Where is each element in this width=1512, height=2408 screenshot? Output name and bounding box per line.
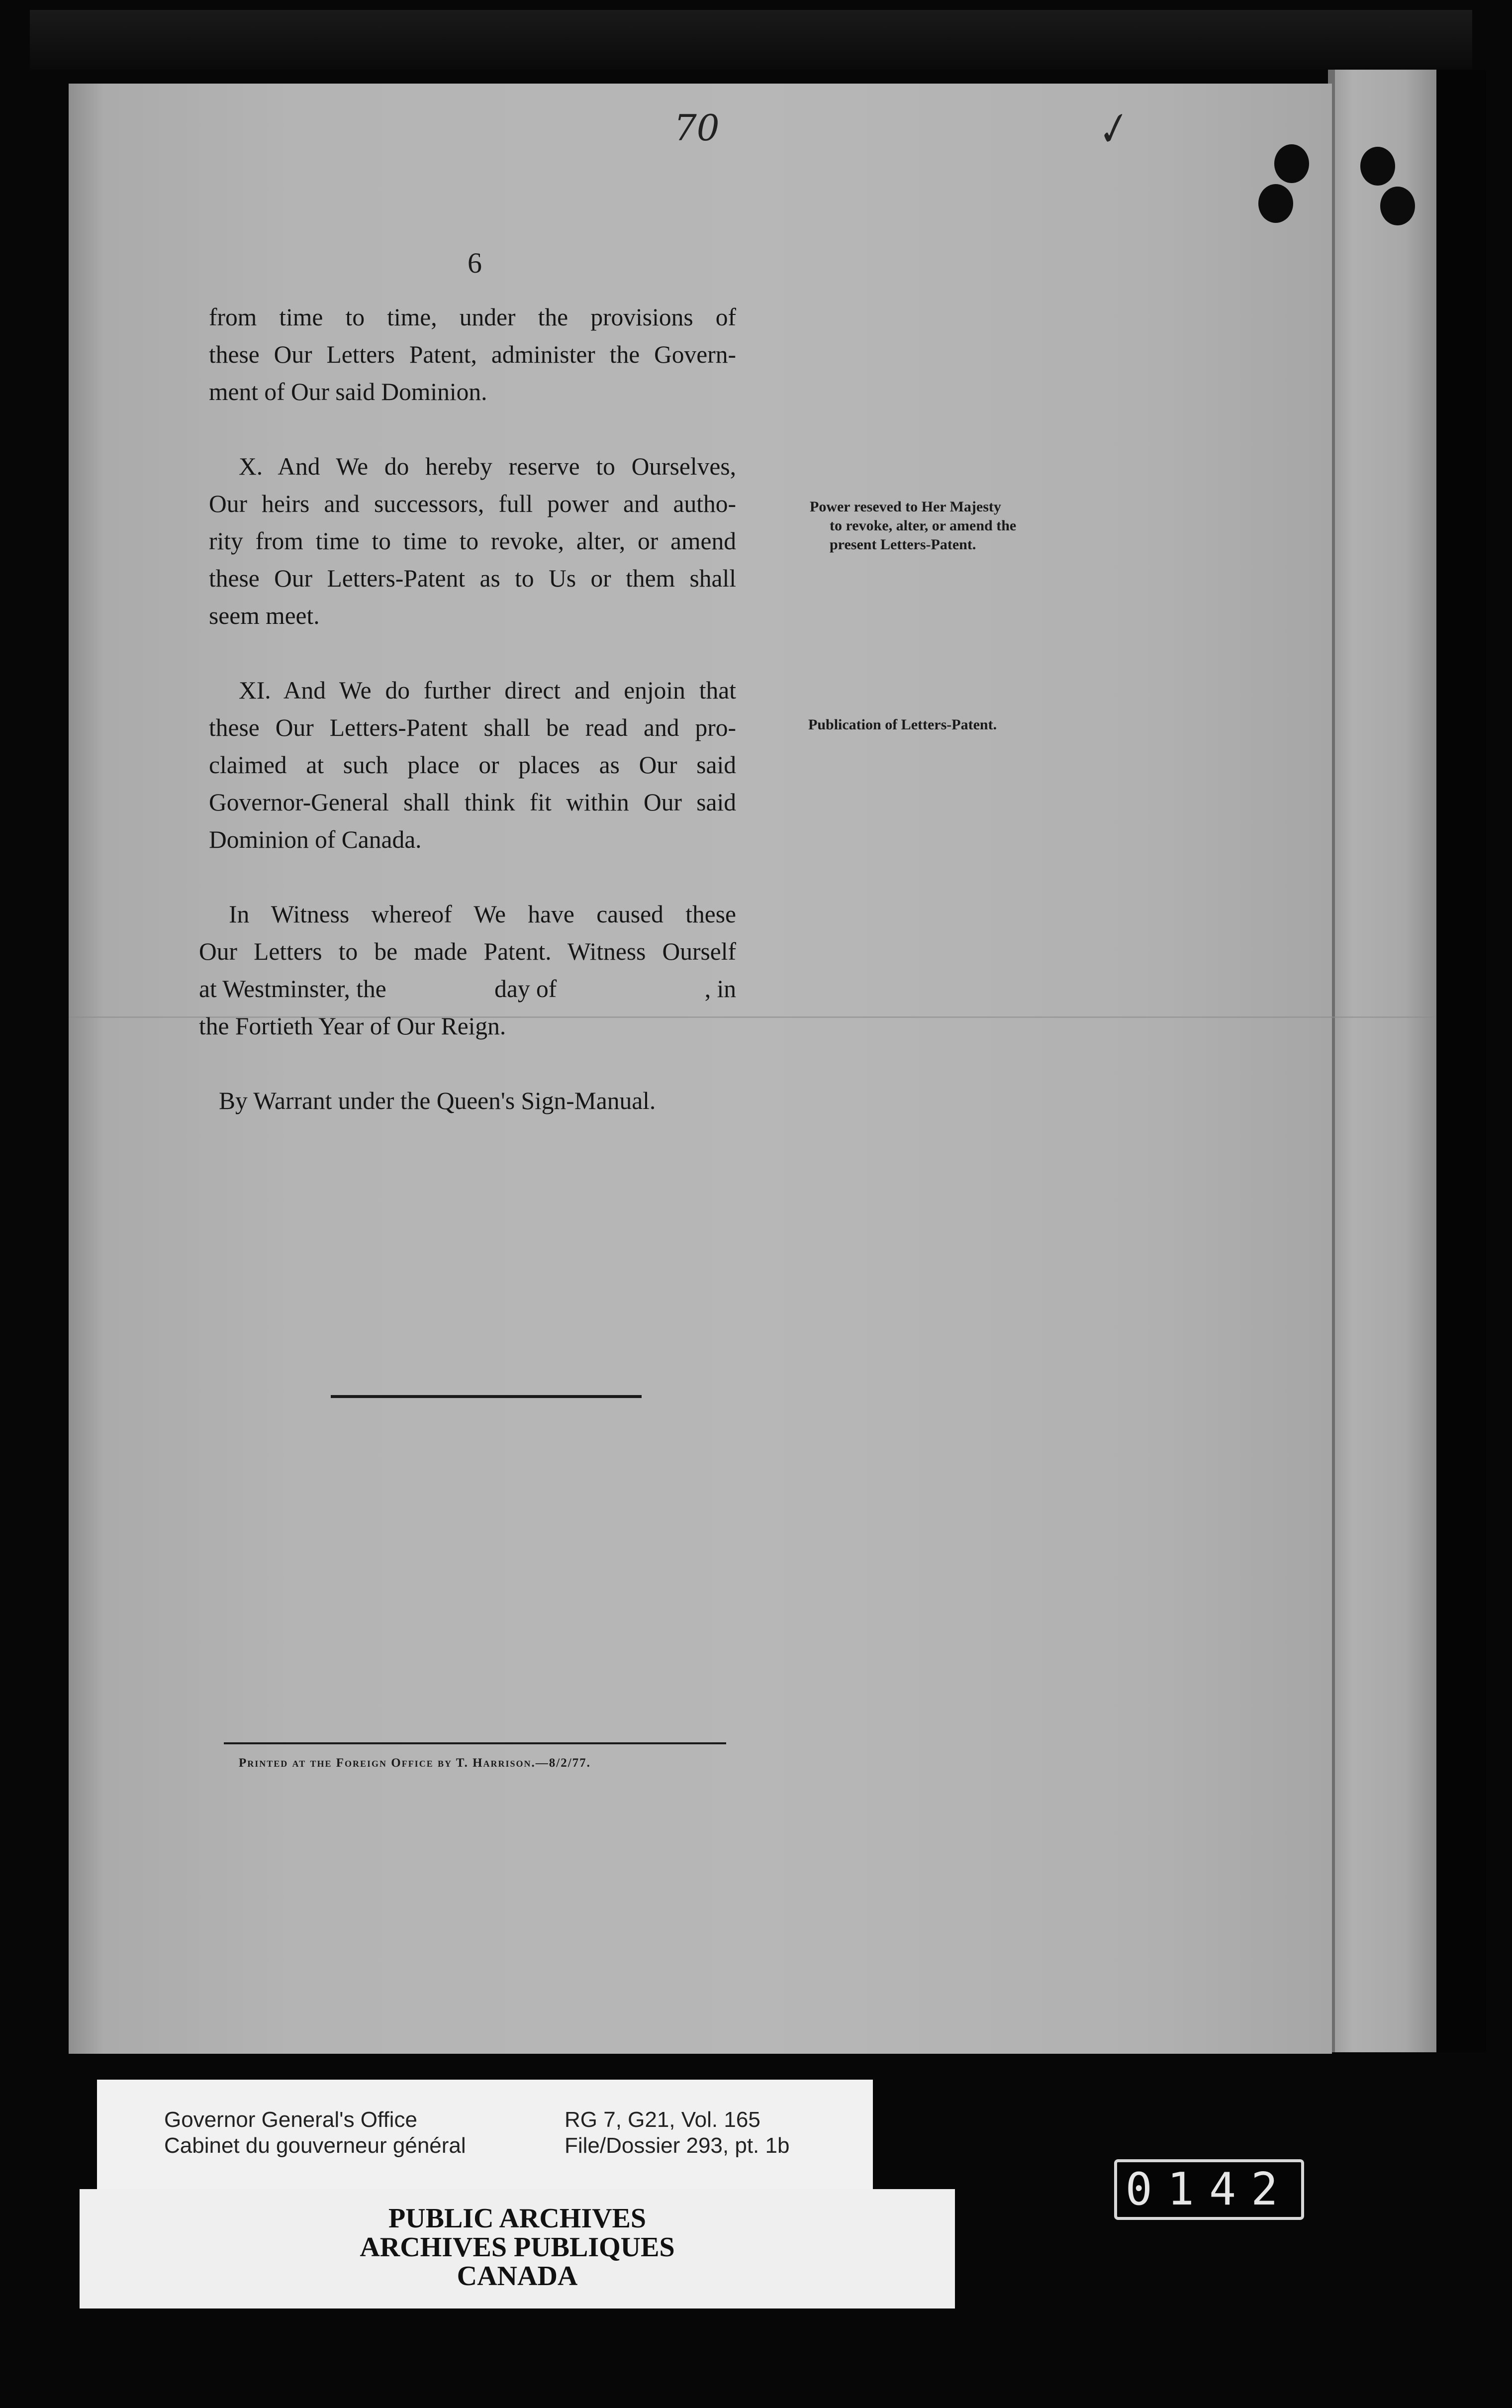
- paragraph-xi: [209, 672, 736, 858]
- punch-hole: [1380, 187, 1415, 225]
- archives-line: ARCHIVES PUBLIQUES: [360, 2232, 675, 2263]
- page-shadow: [69, 84, 103, 2054]
- witness-place: at Westminster, the: [199, 975, 386, 1003]
- text-line: from time to time, under the provisions of: [209, 303, 736, 331]
- archives-banner-text: [80, 2204, 955, 2291]
- record-group-reference: RG 7, G21, Vol. 165: [565, 2107, 760, 2132]
- marginal-note-publication: Publication of Letters-Patent.: [808, 716, 997, 733]
- witness-day: day of: [494, 975, 557, 1003]
- archive-reference-card: [97, 2080, 873, 2199]
- frame-top-strip: [30, 10, 1472, 70]
- frame-right-border: [1436, 70, 1486, 2052]
- underlying-sheet: [1332, 70, 1436, 2052]
- file-reference: File/Dossier 293, pt. 1b: [565, 2133, 790, 2158]
- body-text: [199, 299, 736, 1157]
- punch-hole: [1274, 144, 1309, 183]
- punch-hole: [1258, 184, 1293, 223]
- archives-line: CANADA: [457, 2261, 578, 2292]
- text-line: these Our Letters Patent, administer the Govern-: [209, 341, 736, 368]
- marginal-note-power-reserved: [810, 498, 1016, 554]
- text-line: Governor-General shall think fit within Our said: [209, 789, 736, 816]
- text-line: seem meet.: [209, 602, 320, 629]
- paragraph-continuation: [209, 299, 736, 410]
- punch-hole: [1360, 147, 1395, 186]
- printer-imprint: Printed at the Foreign Office by T. Harrison.—8/2/77.: [239, 1756, 591, 1770]
- public-archives-banner: [80, 2189, 955, 2308]
- text-line: Dominion of Canada.: [209, 826, 422, 853]
- marginal-line: to revoke, alter, or amend the: [830, 517, 1017, 534]
- text-line: Our heirs and successors, full power and autho-: [209, 490, 736, 517]
- office-name-fr: Cabinet du gouverneur général: [164, 2133, 466, 2158]
- witness-year: , in: [704, 975, 736, 1003]
- marginal-line: Power reseved to Her Majesty: [810, 499, 1001, 515]
- end-rule: [331, 1395, 642, 1398]
- marginal-line: present Letters-Patent.: [830, 536, 976, 553]
- text-line: these Our Letters-Patent shall be read and pro-: [209, 714, 736, 741]
- archives-line: PUBLIC ARCHIVES: [388, 2203, 647, 2234]
- office-name-en: Governor General's Office: [164, 2107, 417, 2132]
- text-line: claimed at such place or places as Our said: [209, 751, 736, 779]
- text-line: Our Letters to be made Patent. Witness Ourself: [199, 938, 736, 965]
- text-line: XI. And We do further direct and enjoin that: [239, 677, 736, 704]
- microfilm-frame-number: 0142: [1114, 2159, 1304, 2220]
- footer-rule: [224, 1742, 726, 1744]
- paragraph-witness: [199, 896, 736, 1045]
- text-line: rity from time to time to revoke, alter, or amend: [209, 527, 736, 555]
- handwritten-check-mark: ✓: [1087, 102, 1134, 158]
- warrant-line: By Warrant under the Queen's Sign-Manual.: [219, 1087, 656, 1114]
- text-line: ment of Our said Dominion.: [209, 378, 487, 405]
- text-line: [199, 970, 736, 1007]
- paragraph-x: [209, 448, 736, 634]
- page-number: 6: [468, 247, 482, 279]
- text-line: the Fortieth Year of Our Reign.: [199, 1012, 506, 1040]
- text-line: these Our Letters-Patent as to Us or them shall: [209, 565, 736, 592]
- text-line: X. And We do hereby reserve to Ourselves,: [239, 453, 736, 480]
- handwritten-folio-number: 70: [674, 107, 720, 149]
- text-line: In Witness whereof We have caused these: [229, 901, 736, 928]
